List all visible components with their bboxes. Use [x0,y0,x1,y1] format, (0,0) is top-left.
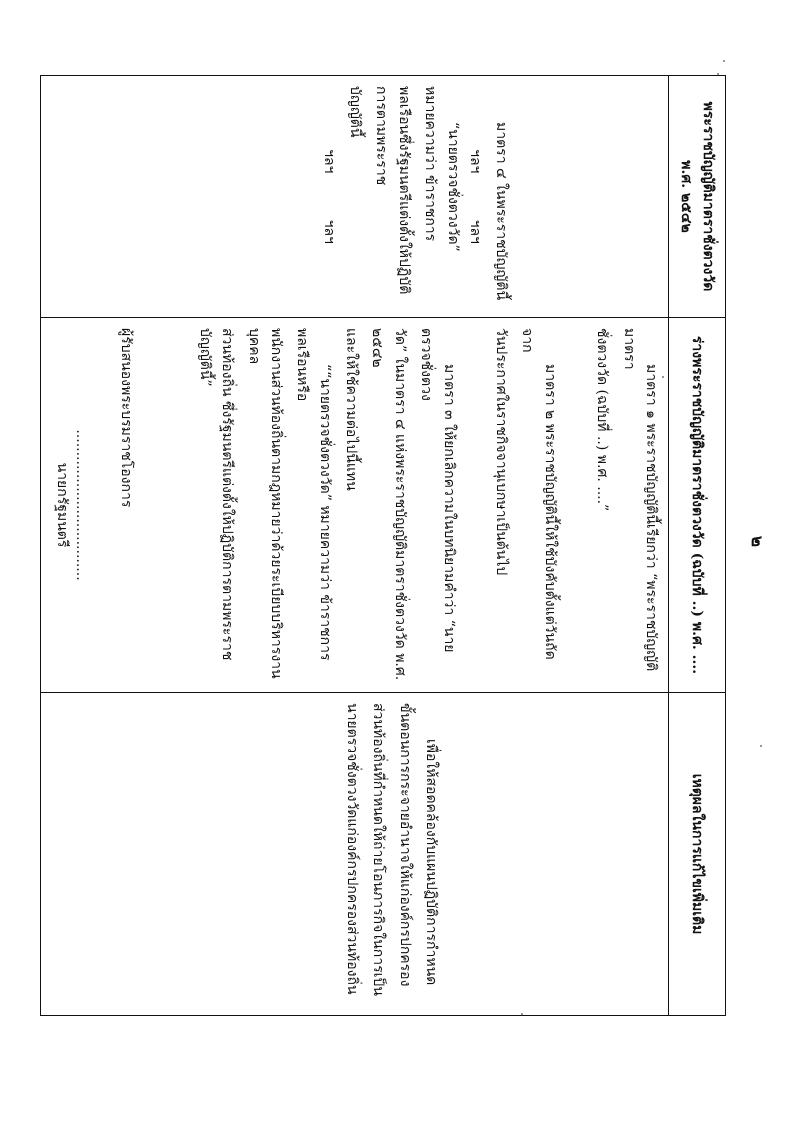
new-definition-line: ส่วนท้องถิ่น ซึ่งรัฐมนตรีแต่งตั้งให้ปฏิบัติการตามพระราชบัญญัตินี้” [196,328,236,661]
scan-speck [717,73,719,75]
etc-mark: ฯลฯ [466,219,483,244]
scan-speck [760,745,762,747]
rationale-line: ขั้นตอนการกระจายอำนาจให้แก่องค์กรปกครอง [396,703,413,987]
definition-line: พลเรือนซึ่งรัฐมนตรีแต่งตั้งให้ปฏิบัติการตามพระราช [373,86,412,295]
rationale-line: ส่วนท้องถิ่นที่กำหนดให้ถ่ายโอนภารกิจในการเป็น [370,703,387,996]
countersign-text: ผู้รับสนองพระบรมราชโองการ [118,328,135,508]
etc-mark: ฯลฯ [320,219,337,244]
prime-minister-title: นายกรัฐมนตรี [53,462,70,548]
header-rationale: เหตุผลในการแก้ไขเพิ่มเติม [669,693,726,1016]
scan-speck [662,376,664,378]
header-existing-law: พระราชบัญญัติมาตราชั่งตวงวัด พ.ศ. ๒๕๔๒ [669,76,726,318]
existing-law-cell [40,76,668,318]
comparison-table-wrapper [53,75,726,1015]
new-definition-line: พนักงานส่วนท้องถิ่นตามกฎหมายว่าด้วยระเบียบบริหารงานบุคคล [245,328,284,679]
rationale-line: นายตรวจชั่งตวงวัดแก่องค์กรปกครองส่วนท้องถิ่น [343,703,360,995]
etc-row-2 [318,86,340,307]
definition-line: บัญญัตินี้ [347,86,364,138]
comparison-table [40,75,726,1016]
signature-dots: .................................. [72,429,89,581]
section3-line: วัด” ในมาตรา ๔ แห่งพระราชบัญญัติมาตราชั่งตวงวัด พ.ศ. ๒๕๔๒ [369,328,408,681]
etc-mark: ฯลฯ [320,149,337,174]
rationale-line: เพื่อให้สอดคล้องกับแผนปฏิบัติการกำหนด [423,739,439,986]
header-draft-bill: ร่างพระราชบัญญัติมาตราชั่งตวงวัด (ฉบับที่ ..) พ.ศ. .... [669,318,726,693]
draft-bill-cell [40,318,668,693]
scan-speck [723,60,725,62]
scan-speck [521,1013,523,1015]
section3-line: มาตรา ๓ ให้ยกเลิกความในบทนิยามคำว่า “นายตรวจชั่งตวง [418,328,457,653]
new-definition-line: ““นายตรวจชั่งตวงวัด” หมายความว่า ข้าราชการพลเรือนหรือ [294,328,333,661]
section4-heading: มาตรา ๔ ในพระราชบัญญัตินี้ [493,122,509,301]
section3-line: และให้ใช้ความต่อไปนี้แทน [343,328,360,491]
etc-row-1 [464,86,486,307]
content-row [40,76,668,1016]
etc-mark: ฯลฯ [466,149,483,174]
section2-line: มาตรา ๒ พระราชบัญญัตินี้ให้ใช้บังคับตั้งแต่วันถัดจาก [519,328,558,660]
rationale-cell [40,693,668,1016]
section2-line: วันประกาศในราชกิจจานุเบกษาเป็นต้นไป [493,328,510,576]
header-row [669,76,726,1016]
section1-line: ชั่งตวงวัด (ฉบับที่ ..) พ.ศ. ....” [594,328,611,512]
definition-line: “นายตรวจชั่งตวงวัด” หมายความว่า ข้าราชการ [422,86,461,252]
page-number: ๒ [747,535,768,548]
section1-line: มาตรา ๑ พระราชบัญญัตินี้เรียกว่า “พระราชบัญญัติมาตรา [620,328,659,672]
